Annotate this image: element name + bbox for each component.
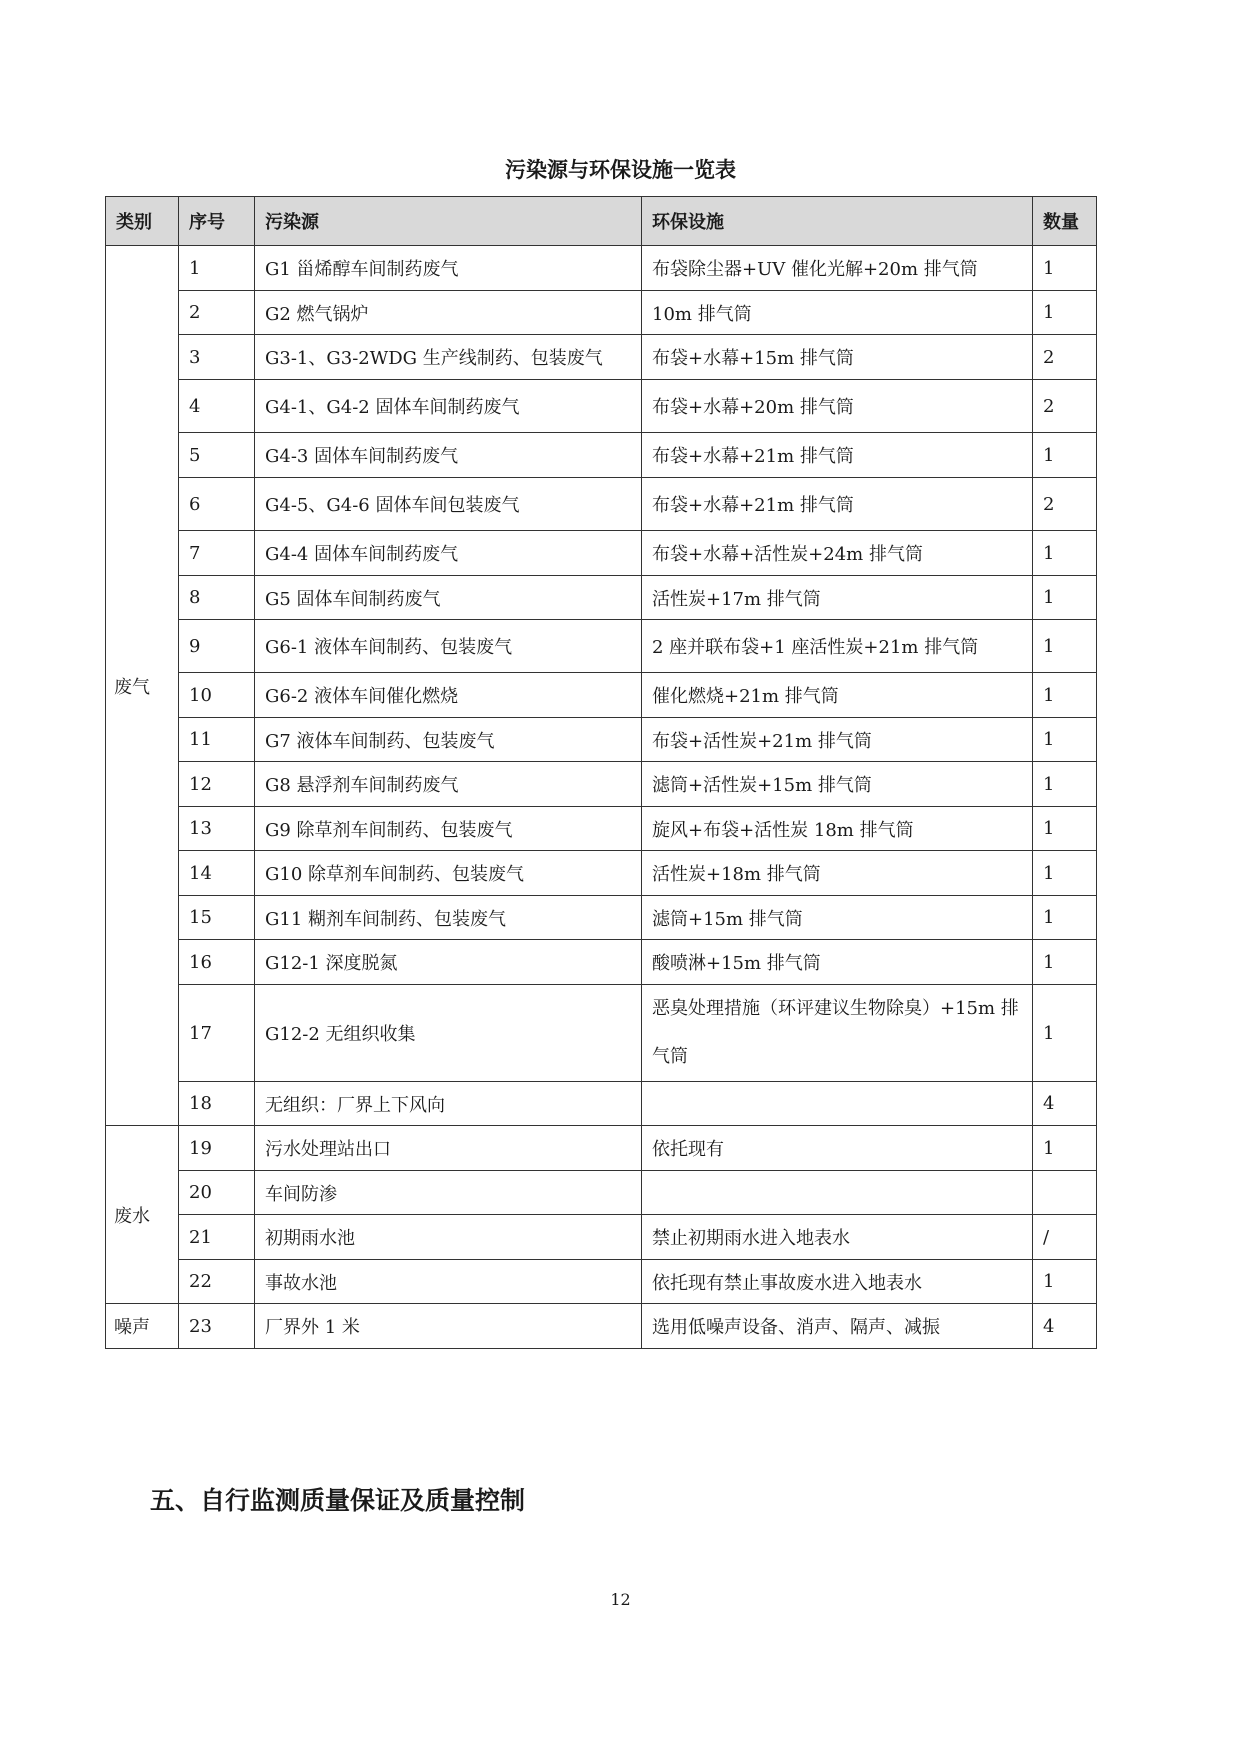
quantity-cell: 1 — [1033, 940, 1097, 985]
source-cell: G12-1 深度脱氮 — [255, 940, 642, 985]
source-cell: G7 液体车间制药、包装废气 — [255, 718, 642, 762]
number-cell: 12 — [179, 762, 255, 807]
quantity-cell: 2 — [1033, 380, 1097, 433]
source-cell: G11 糊剂车间制药、包装废气 — [255, 896, 642, 940]
facility-cell: 滤筒+15m 排气筒 — [642, 896, 1033, 940]
source-cell: G3-1、G3-2WDG 生产线制药、包装废气 — [255, 335, 642, 380]
table-row — [106, 478, 1097, 531]
table-row — [106, 940, 1097, 985]
table-row — [106, 291, 1097, 335]
quantity-cell: 1 — [1033, 620, 1097, 673]
header-facility: 环保设施 — [642, 197, 1033, 246]
facility-cell: 10m 排气筒 — [642, 291, 1033, 335]
table-row — [106, 1260, 1097, 1304]
header-category: 类别 — [106, 197, 179, 246]
quantity-cell: 1 — [1033, 718, 1097, 762]
facility-cell: 酸喷淋+15m 排气筒 — [642, 940, 1033, 985]
quantity-cell: 1 — [1033, 807, 1097, 851]
table-row — [106, 718, 1097, 762]
number-cell: 14 — [179, 851, 255, 896]
facility-cell: 布袋+水幕+21m 排气筒 — [642, 433, 1033, 478]
facility-cell: 依托现有禁止事故废水进入地表水 — [642, 1260, 1033, 1304]
facility-cell: 依托现有 — [642, 1126, 1033, 1171]
source-cell: G4-3 固体车间制药废气 — [255, 433, 642, 478]
table-title: 污染源与环保设施一览表 — [505, 158, 736, 182]
table-row — [106, 433, 1097, 478]
facility-cell: 恶臭处理措施（环评建议生物除臭）+15m 排气筒 — [642, 985, 1033, 1082]
number-cell: 20 — [179, 1171, 255, 1215]
table-row — [106, 1215, 1097, 1260]
quantity-cell: 1 — [1033, 291, 1097, 335]
table-row — [106, 896, 1097, 940]
table-row — [106, 985, 1097, 1082]
quantity-cell: 1 — [1033, 433, 1097, 478]
number-cell: 13 — [179, 807, 255, 851]
facility-cell: 催化燃烧+21m 排气筒 — [642, 673, 1033, 718]
table-row — [106, 1082, 1097, 1126]
quantity-cell: 1 — [1033, 576, 1097, 620]
number-cell: 21 — [179, 1215, 255, 1260]
source-cell: 厂界外 1 米 — [255, 1304, 642, 1349]
source-cell: G8 悬浮剂车间制药废气 — [255, 762, 642, 807]
number-cell: 23 — [179, 1304, 255, 1349]
facility-cell: 禁止初期雨水进入地表水 — [642, 1215, 1033, 1260]
number-cell: 22 — [179, 1260, 255, 1304]
table-row — [106, 807, 1097, 851]
number-cell: 4 — [179, 380, 255, 433]
page-number: 12 — [610, 1590, 631, 1609]
quantity-cell: 1 — [1033, 896, 1097, 940]
facility-cell: 布袋除尘器+UV 催化光解+20m 排气筒 — [642, 246, 1033, 291]
table-row — [106, 246, 1097, 291]
header-source: 污染源 — [255, 197, 642, 246]
source-cell: G6-2 液体车间催化燃烧 — [255, 673, 642, 718]
source-cell: G10 除草剂车间制药、包装废气 — [255, 851, 642, 896]
table-row — [106, 851, 1097, 896]
source-cell: G1 甾烯醇车间制药废气 — [255, 246, 642, 291]
table-row — [106, 1171, 1097, 1215]
number-cell: 18 — [179, 1082, 255, 1126]
number-cell: 17 — [179, 985, 255, 1082]
number-cell: 5 — [179, 433, 255, 478]
header-quantity: 数量 — [1033, 197, 1097, 246]
quantity-cell: 1 — [1033, 985, 1097, 1082]
source-cell: G4-5、G4-6 固体车间包装废气 — [255, 478, 642, 531]
number-cell: 7 — [179, 531, 255, 576]
number-cell: 11 — [179, 718, 255, 762]
table-body — [106, 246, 1097, 1349]
quantity-cell: 1 — [1033, 246, 1097, 291]
category-cell: 噪声 — [106, 1304, 179, 1349]
facility-cell: 活性炭+17m 排气筒 — [642, 576, 1033, 620]
section-heading: 五、自行监测质量保证及质量控制 — [150, 1486, 526, 1515]
table-row — [106, 762, 1097, 807]
facility-cell: 布袋+水幕+21m 排气筒 — [642, 478, 1033, 531]
source-cell: G2 燃气锅炉 — [255, 291, 642, 335]
facility-cell — [642, 1171, 1033, 1215]
quantity-cell: 2 — [1033, 478, 1097, 531]
table-header-row — [106, 197, 1097, 246]
number-cell: 16 — [179, 940, 255, 985]
source-cell: 初期雨水池 — [255, 1215, 642, 1260]
table-row — [106, 335, 1097, 380]
source-cell: G4-4 固体车间制药废气 — [255, 531, 642, 576]
facility-cell: 布袋+活性炭+21m 排气筒 — [642, 718, 1033, 762]
pollution-source-table — [105, 196, 1097, 1349]
source-cell: 事故水池 — [255, 1260, 642, 1304]
quantity-cell: 1 — [1033, 531, 1097, 576]
table-row — [106, 1126, 1097, 1171]
facility-cell: 选用低噪声设备、消声、隔声、减振 — [642, 1304, 1033, 1349]
quantity-cell: 1 — [1033, 851, 1097, 896]
facility-cell: 旋风+布袋+活性炭 18m 排气筒 — [642, 807, 1033, 851]
quantity-cell: 1 — [1033, 1126, 1097, 1171]
category-cell: 废气 — [106, 246, 179, 1126]
source-cell: G6-1 液体车间制药、包装废气 — [255, 620, 642, 673]
facility-cell: 布袋+水幕+20m 排气筒 — [642, 380, 1033, 433]
facility-cell: 布袋+水幕+活性炭+24m 排气筒 — [642, 531, 1033, 576]
table-row — [106, 620, 1097, 673]
table-row — [106, 380, 1097, 433]
source-cell: 车间防渗 — [255, 1171, 642, 1215]
source-cell: G9 除草剂车间制药、包装废气 — [255, 807, 642, 851]
number-cell: 15 — [179, 896, 255, 940]
facility-cell: 布袋+水幕+15m 排气筒 — [642, 335, 1033, 380]
number-cell: 8 — [179, 576, 255, 620]
category-cell: 废水 — [106, 1126, 179, 1304]
quantity-cell: 1 — [1033, 1260, 1097, 1304]
quantity-cell: 1 — [1033, 673, 1097, 718]
source-cell: 无组织：厂界上下风向 — [255, 1082, 642, 1126]
source-cell: G4-1、G4-2 固体车间制药废气 — [255, 380, 642, 433]
source-cell: G5 固体车间制药废气 — [255, 576, 642, 620]
quantity-cell: / — [1033, 1215, 1097, 1260]
quantity-cell: 1 — [1033, 762, 1097, 807]
number-cell: 6 — [179, 478, 255, 531]
facility-cell — [642, 1082, 1033, 1126]
number-cell: 2 — [179, 291, 255, 335]
table-row — [106, 1304, 1097, 1349]
table-row — [106, 531, 1097, 576]
number-cell: 19 — [179, 1126, 255, 1171]
facility-cell: 活性炭+18m 排气筒 — [642, 851, 1033, 896]
source-cell: G12-2 无组织收集 — [255, 985, 642, 1082]
number-cell: 9 — [179, 620, 255, 673]
quantity-cell: 2 — [1033, 335, 1097, 380]
table-row — [106, 673, 1097, 718]
facility-cell: 滤筒+活性炭+15m 排气筒 — [642, 762, 1033, 807]
source-cell: 污水处理站出口 — [255, 1126, 642, 1171]
quantity-cell: 4 — [1033, 1082, 1097, 1126]
number-cell: 3 — [179, 335, 255, 380]
header-number: 序号 — [179, 197, 255, 246]
quantity-cell — [1033, 1171, 1097, 1215]
quantity-cell: 4 — [1033, 1304, 1097, 1349]
table-row — [106, 576, 1097, 620]
number-cell: 10 — [179, 673, 255, 718]
facility-cell: 2 座并联布袋+1 座活性炭+21m 排气筒 — [642, 620, 1033, 673]
number-cell: 1 — [179, 246, 255, 291]
